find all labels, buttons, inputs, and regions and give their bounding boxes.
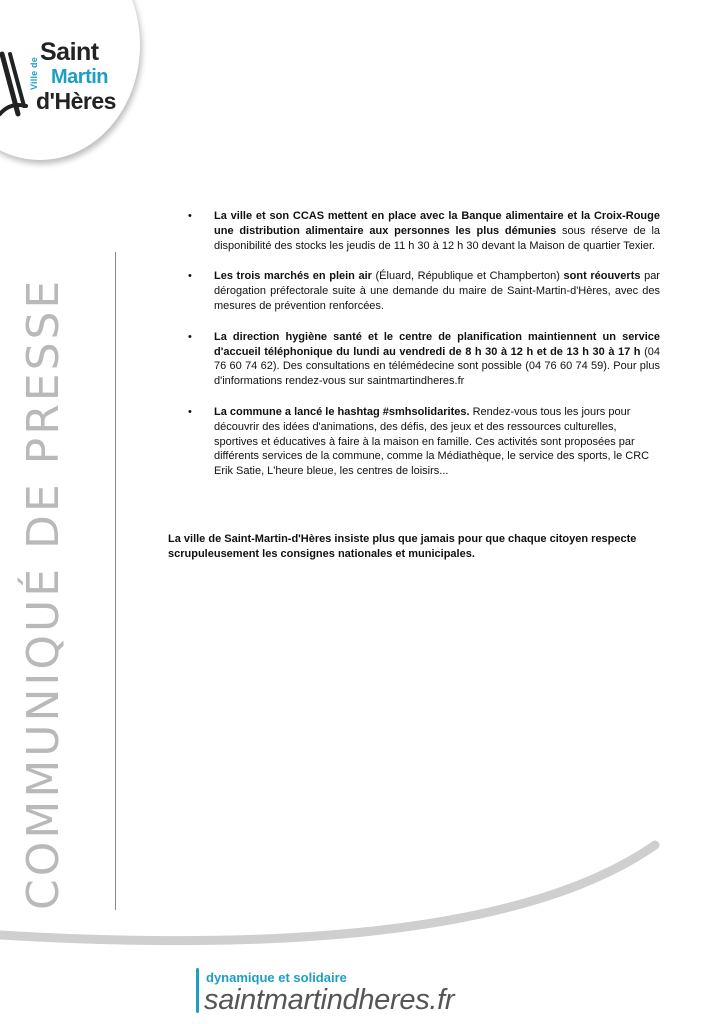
bullet-item-food-distribution [188,209,660,253]
bullet-dot: • [188,405,192,418]
bullet-bold-text: La commune a lancé le hashtag #smhsolidarites. [214,405,470,418]
bullet-bold-text: Les trois marchés en plein air [214,270,372,283]
bullet-bold-text: La direction hygiène santé et le centre de planification maintiennent un service d'accueil téléphonique du lundi au vendredi de 8 h 30 à 12 h et de 13 h 30 à 17 h [214,330,660,358]
bullet-bold-text: La ville et son CCAS mettent en place avec la Banque alimentaire et la Croix-Rouge une distribution alimentaire aux personnes les plus démunies [214,210,660,237]
side-divider [115,252,116,910]
bullet-text: sous réserve de la disponibilité des stocks les jeudis de 11 h 30 à 12 h 30 devant la Maison de quartier Texier. [214,224,661,252]
bullet-text: Rendez-vous tous les jours pour découvrir des idées d'animations, des défis, des jeux et des ressources culturelles, sportives et éducatives à faire à la maison en famille. Ces activités sont proposées par différents services de la commune, comme la Médiathèque, le service des sports, le CRC Erik Satie, L'heure bleue, les centres de loisirs... [214,405,650,478]
logo-heres: d'Hères [36,88,116,114]
bullet-bold-text: sont réouverts [563,270,641,283]
bullet-dot: • [188,210,192,222]
footer-tagline: dynamique et solidaire [206,970,347,985]
logo-martin: Martin [51,66,108,88]
bullet-text: (04 76 60 74 62). Des consultations en télémédecine sont possible (04 76 60 74 59). Pour plus d'informations rendez-vous sur saintmartindheres.fr [214,345,660,388]
footer-accent-bar [196,968,199,1013]
closing-statement: La ville de Saint-Martin-d'Hères insiste plus que jamais pour que chaque citoyen respecte scrupuleusement les consignes nationales et municipales. [168,533,637,560]
logo-saint: Saint [40,38,99,66]
bullet-list [188,209,660,479]
logo-ville-de: Ville de [29,57,39,90]
bullet-text: (Éluard, République et Champberton) [371,270,564,283]
city-logo [0,38,116,128]
bullet-dot: • [188,330,192,343]
bullet-item-health-service [188,330,660,389]
footer-website-link[interactable]: saintmartindheres.fr [204,984,455,1016]
bullet-item-markets [188,269,660,313]
bullet-dot: • [188,270,192,283]
side-title: COMMUNIQUÉ DE PRESSE [18,277,69,910]
bullet-text: par dérogation préfectorale suite à une demande du maire de Saint-Martin-d'Hères, avec des mesures de prévention renforcées. [214,270,660,312]
bullet-item-hashtag [188,405,660,479]
